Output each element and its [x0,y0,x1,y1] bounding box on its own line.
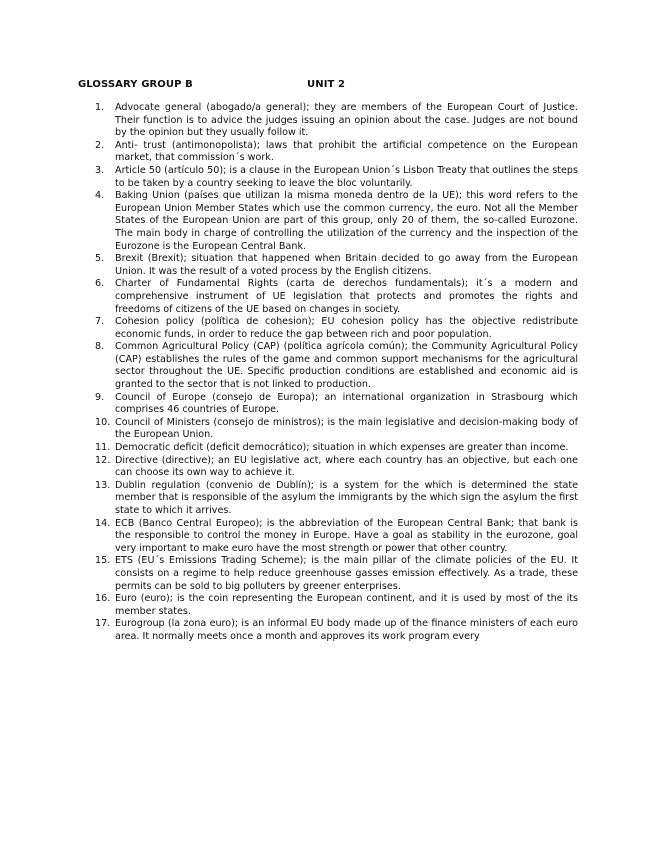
entry-text: ECB (Banco Central Europeo); is the abbreviation of the European Central Bank; that bank is the responsible to control the money in Europe. Have a goal as stability in the eurozone, goal very important to make euro have the most strength or power that other country. [115,517,578,554]
glossary-entry [78,190,578,253]
entry-text: Democratic deficit (deficit democrático); situation in which expenses are greater than income. [115,442,569,454]
glossary-entry [78,341,578,391]
entry-number: 12. [95,454,111,466]
entry-text: Euro (euro); is the coin representing the European continent, and it is used by most of the its member states. [115,593,578,617]
entry-text: Cohesion policy (política de cohesion); EU cohesion policy has the objective redistribute economic funds, in order to reduce the gap between rich and poor population. [115,316,578,340]
glossary-entry [78,518,578,556]
entry-text: ETS (EU´s Emissions Trading Scheme); is the main pillar of the climate policies of the EU. It consists on a regime to help reduce greenhouse gasses emission effectively. As a trade, these permits can be sold to big polluters by greener enterprises. [115,555,578,592]
entry-number: 10. [95,416,111,428]
entry-number: 15. [95,555,111,567]
glossary-entry [78,165,578,190]
glossary-entry [78,316,578,341]
entry-number: 9. [95,391,105,403]
entry-text: Eurogroup (la zona euro); is an informal EU body made up of the finance ministers of each euro area. It normally meets once a month and approves its work program every [115,618,578,642]
glossary-entry [78,417,578,442]
entry-number: 17. [95,618,111,630]
entry-text: Baking Union (países que utilizan la misma moneda dentro de la UE); this word refers to the European Union Member States which use the common currency, the euro. Not all the Member States of the European Union are part of this group, only 20 of them, the so-called Eurozone. The main body in charge of controlling the utilization of the currency and the inspection of the Eurozone is the European Central Bank. [115,190,578,252]
document-header [78,79,578,93]
entry-text: Advocate general (abogado/a general); they are members of the European Court of Justice. Their function is to advice the judges issuing an opinion about the case. Judges are not bound by the opinion but they usually follow it. [115,102,578,139]
entry-number: 5. [95,253,105,265]
glossary-entry [78,278,578,316]
entry-number: 11. [95,442,111,454]
entry-number: 13. [95,479,111,491]
entry-text: Council of Europe (consejo de Europa); an international organization in Strasbourg which comprises 46 countries of Europe. [115,391,578,416]
entry-text: Brexit (Brexit); situation that happened when Britain decided to go away from the European Union. It was the result of a voted process by the English citizens. [115,253,578,277]
entry-number: 14. [95,517,111,529]
glossary-entry [78,593,578,618]
entry-number: 8. [95,341,105,353]
glossary-entry [78,618,578,643]
unit-title: UNIT 2 [307,79,346,90]
glossary-list [78,102,578,644]
glossary-entry [78,480,578,518]
glossary-entry [78,140,578,165]
entry-number: 3. [95,164,105,176]
entry-number: 4. [95,190,105,202]
glossary-title: GLOSSARY GROUP B [78,79,193,90]
entry-text: Directive (directive); an EU legislative act, where each country has an objective, but each one can choose its own way to achieve it. [115,454,578,479]
entry-number: 1. [95,102,105,113]
glossary-entry [78,442,578,455]
entry-text: Council of Ministers (consejo de ministros); is the main legislative and decision-making body of the European Union. [115,416,578,441]
entry-number: 7. [95,316,105,328]
glossary-entry [78,455,578,480]
entry-text: Charter of Fundamental Rights (carta de derechos fundamentals); it´s a modern and comprehensive instrument of UE legislation that protects and promotes the rights and freedoms of citizens of the UE based on changes in society. [115,278,578,315]
glossary-entry [78,392,578,417]
entry-text: Common Agricultural Policy (CAP) (política agrícola común); the Community Agricultural Policy (CAP) establishes the rules of the game and common support mechanisms for the agricultural sector throughout the UE. Specific production conditions are established and economic aid is granted to the sector that is not linked to production. [115,341,578,391]
glossary-entry [78,253,578,278]
glossary-entry [78,102,578,140]
entry-number: 16. [95,593,111,605]
entry-number: 6. [95,278,105,290]
entry-text: Anti- trust (antimonopolista); laws that prohibit the artificial competence on the European market, that commission´s work. [115,139,578,164]
glossary-entry [78,555,578,593]
entry-number: 2. [95,139,105,151]
entry-text: Article 50 (artículo 50); is a clause in the European Union´s Lisbon Treaty that outlines the steps to be taken by a country seeking to leave the bloc voluntarily. [115,164,578,189]
entry-text: Dublin regulation (convenio de Dublín); is a system for the which is determined the state member that is responsible of the asylum the immigrants by the which sign the asylum the first state to which it arrives. [115,479,578,516]
